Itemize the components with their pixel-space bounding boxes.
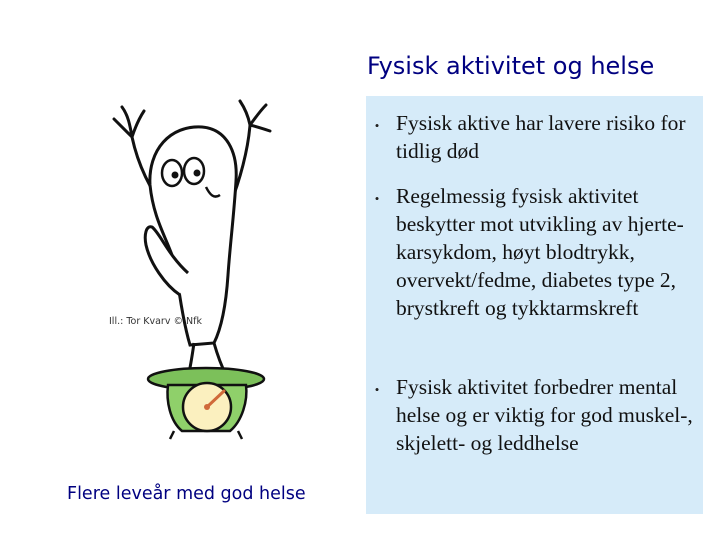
bullet-text-3: Fysisk aktivitet forbedrer mental helse og er viktig for god muskel-, skjelett- og leddhelse [396, 375, 693, 455]
bullet-item-2 [366, 182, 703, 352]
cartoon-figure-on-scale [110, 95, 290, 445]
bullet-item-3 [366, 373, 703, 493]
bullet-marker: • [374, 382, 380, 397]
bullet-marker: • [374, 191, 380, 206]
bullet-item-1 [366, 109, 703, 169]
illustration-caption: Flere leveår med god helse [67, 484, 306, 504]
bullet-text-1: Fysisk aktive har lavere risiko for tidlig død [396, 111, 686, 163]
bullet-panel [366, 96, 703, 514]
slide-title: Fysisk aktivitet og helse [367, 52, 655, 80]
bullet-text-2: Regelmessig fysisk aktivitet beskytter mot utvikling av hjerte-karsykdom, høyt blodtrykk, overvekt/fedme, diabetes type 2, brystkreft og tykktarmskreft [396, 184, 684, 320]
illustration-credit: Ill.: Tor Kvarv © Nfk [109, 316, 202, 327]
bullet-marker: • [374, 118, 380, 133]
